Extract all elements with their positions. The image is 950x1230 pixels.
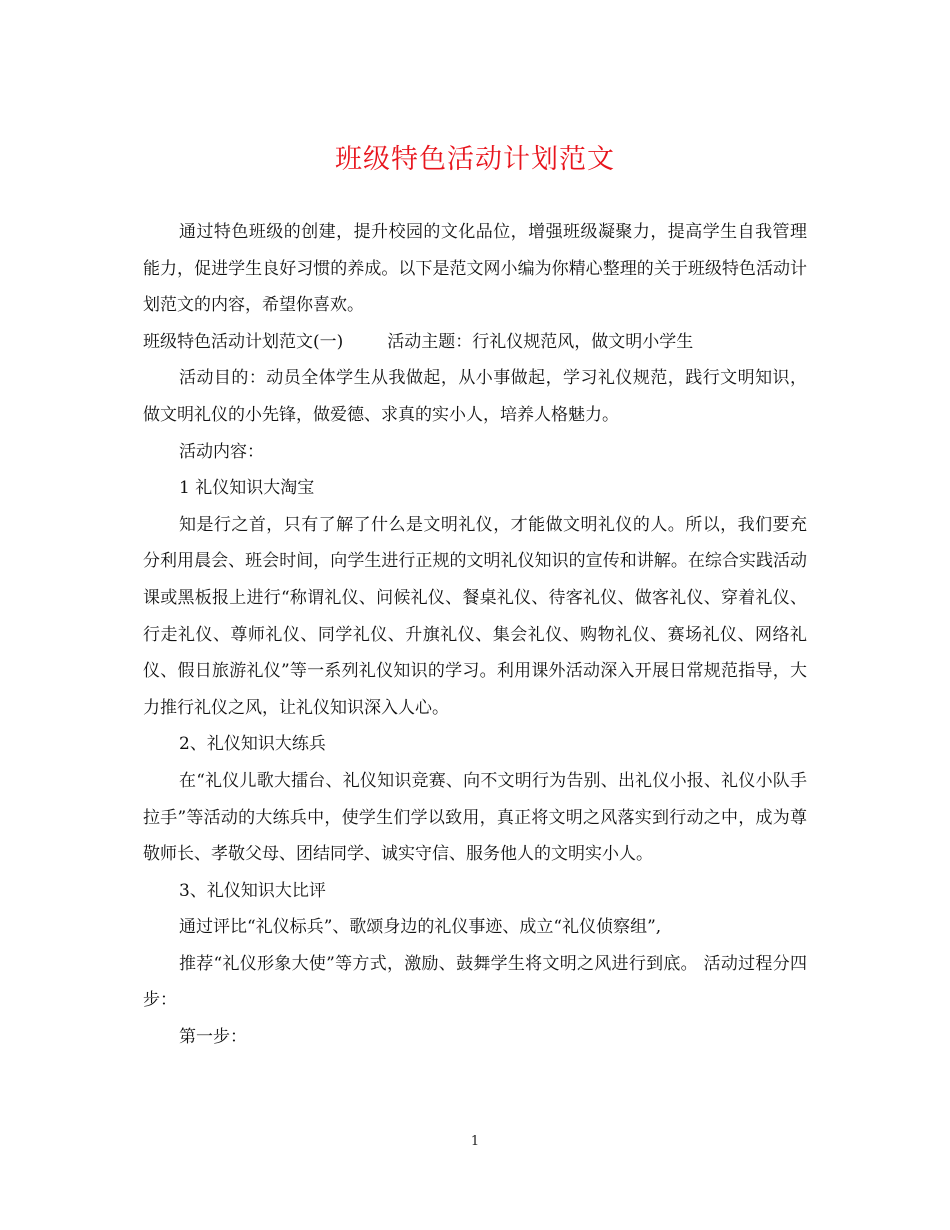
step1-label: 第一步： bbox=[179, 1027, 247, 1048]
section-heading: 班级特色活动计划范文(一) bbox=[143, 331, 344, 352]
document-title: 班级特色活动计划范文 bbox=[335, 144, 615, 175]
section-heading-line bbox=[143, 324, 807, 361]
item3-body-2: 推荐“礼仪形象大使”等方式，激励、鼓舞学生将文明之风进行到底。 活动过程分四步： bbox=[143, 953, 807, 1011]
item3-heading: 3、礼仪知识大比评 bbox=[179, 880, 326, 901]
item2-body: 在“礼仪儿歌大擂台、礼仪知识竞赛、向不文明行为告别、出礼仪小报、礼仪小队手拉手”等活动的大练兵中，使学生们学以致用，真正将文明之风落实到行动之中，成为尊敬师长、孝敬父母、团结同学、诚实守信、服务他人的文明实小人。 bbox=[143, 770, 807, 865]
activity-purpose: 活动目的：动员全体学生从我做起，从小事做起，学习礼仪规范，践行文明知识，做文明礼仪的小先锋，做爱德、求真的实小人，培养人格魅力。 bbox=[143, 368, 807, 425]
item1-body: 知是行之首，只有了解了什么是文明礼仪，才能做文明礼仪的人。所以，我们要充分利用晨会、班会时间，向学生进行正规的文明礼仪知识的宣传和讲解。在综合实践活动课或黑板报上进行“称谓礼仪、问候礼仪、餐桌礼仪、待客礼仪、做客礼仪、穿着礼仪、行走礼仪、尊师礼仪、同学礼仪、升旗礼仪、集会礼仪、购物礼仪、赛场礼仪、网络礼仪、假日旅游礼仪”等一系列礼仪知识的学习。利用课外活动深入开展日常规范指导，大力推行礼仪之风，让礼仪知识深入人心。 bbox=[143, 514, 807, 718]
activity-content-label: 活动内容： bbox=[179, 441, 264, 462]
document-body bbox=[143, 214, 807, 1056]
page-number: 1 bbox=[470, 1134, 480, 1149]
item2-heading: 2、礼仪知识大练兵 bbox=[179, 734, 326, 755]
intro-paragraph: 通过特色班级的创建，提升校园的文化品位，增强班级凝聚力，提高学生自我管理能力，促进学生良好习惯的养成。以下是范文网小编为你精心整理的关于班级特色活动计划范文的内容，希望你喜欢。 bbox=[143, 222, 807, 316]
activity-theme: 活动主题：行礼仪规范风，做文明小学生 bbox=[387, 331, 694, 352]
item3-body-1: 通过评比“礼仪标兵”、歌颂身边的礼仪事迹、成立“礼仪侦察组”, bbox=[179, 917, 662, 938]
item1-heading: 1 礼仪知识大淘宝 bbox=[179, 478, 315, 499]
